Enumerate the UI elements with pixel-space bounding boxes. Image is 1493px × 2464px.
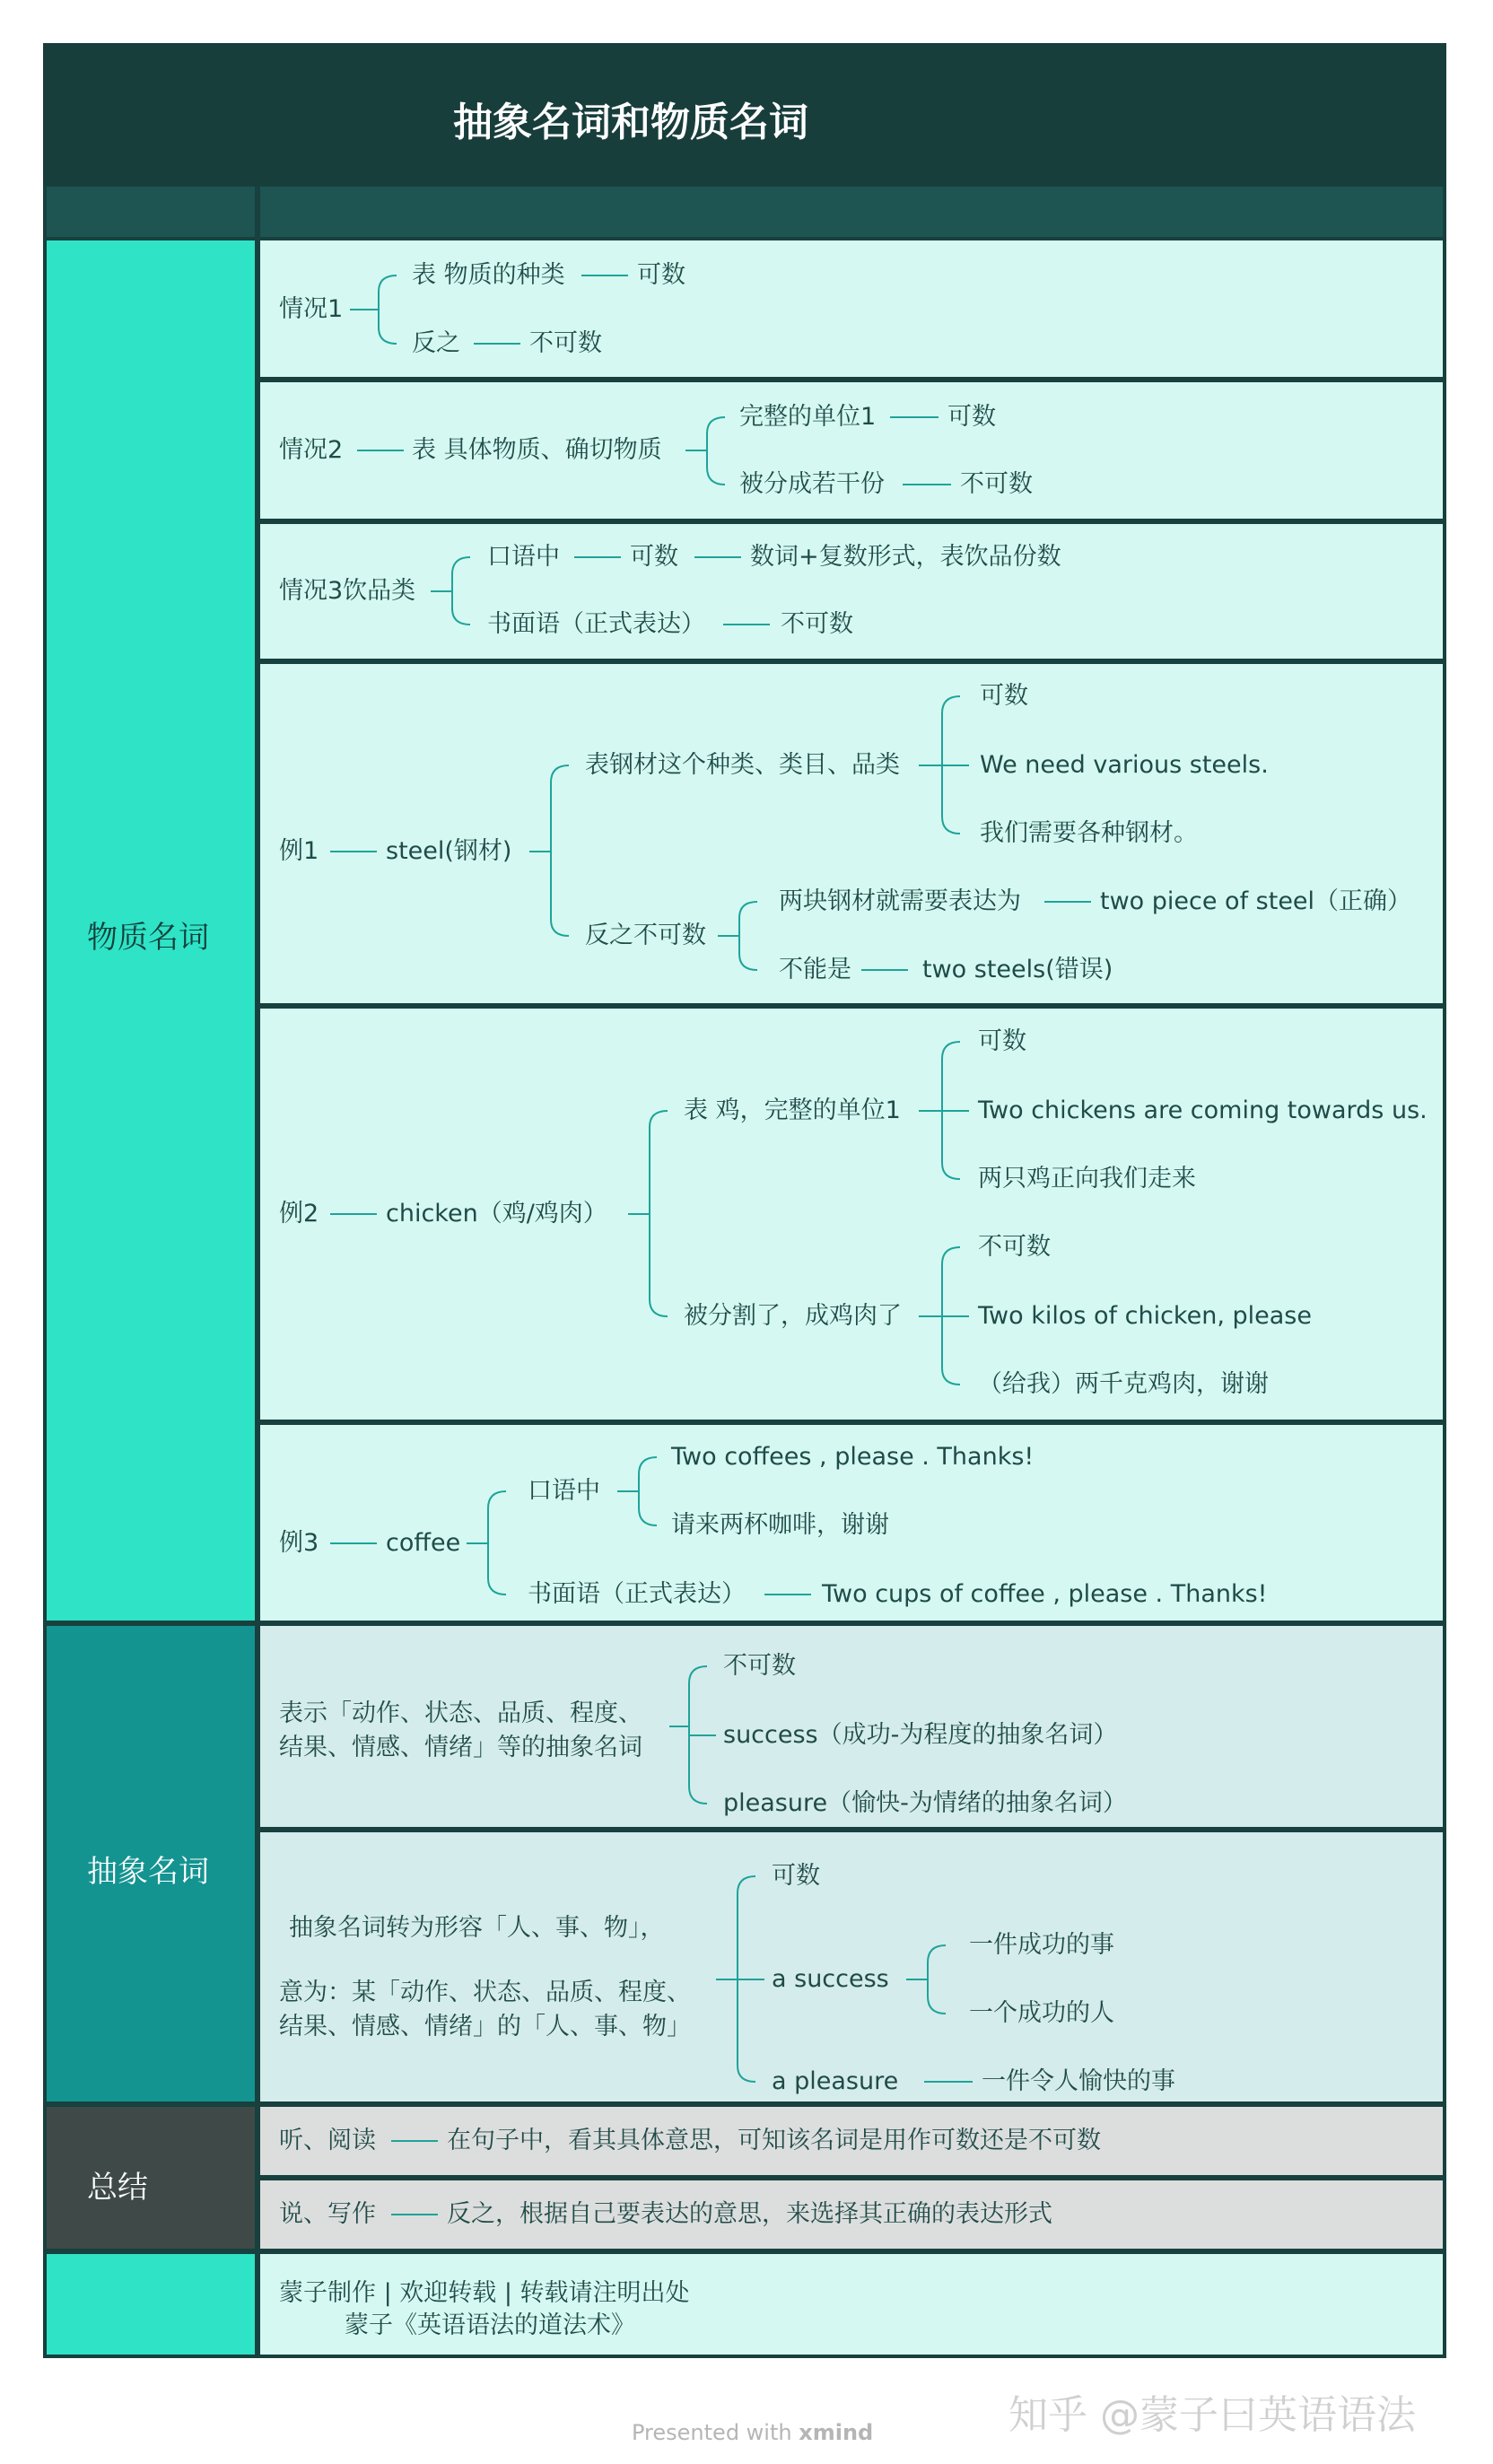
summary-label: 总结 xyxy=(87,2170,148,2206)
branch-text: 书面语（正式表达） xyxy=(487,610,705,638)
leaf-text: a success xyxy=(772,1965,889,1993)
diagram-title: 抽象名词和物质名词 xyxy=(453,100,808,145)
branch-text: 被分成若干份 xyxy=(739,470,885,498)
leaf-text: 一件令人愉快的事 xyxy=(982,2067,1175,2095)
result-text: 可数 xyxy=(947,403,996,431)
word-text: steel(钢材) xyxy=(386,837,512,865)
branch-text: 口语中 xyxy=(487,543,560,571)
result-text: 可数 xyxy=(630,543,678,571)
branch-text: 表钢材这个种类、类目、品类 xyxy=(585,751,900,779)
material-label: 物质名词 xyxy=(87,920,209,956)
leaf-text: 可数 xyxy=(980,682,1028,710)
zhihu-watermark: 知乎 @蒙子曰英语语法 xyxy=(1008,2392,1416,2438)
abstract-desc: 抽象名词转为形容「人、事、物」， xyxy=(289,1914,665,1942)
leaf-text: Two coffees , please . Thanks! xyxy=(671,1443,1035,1471)
result-text: 不可数 xyxy=(960,470,1033,498)
branch-text: 口语中 xyxy=(528,1477,600,1505)
result-text: 可数 xyxy=(637,261,685,289)
leaf-text: 请来两杯咖啡，谢谢 xyxy=(671,1511,889,1539)
result-text: 不可数 xyxy=(529,329,602,357)
leaf-text: success（成功-为程度的抽象名词） xyxy=(723,1721,1118,1749)
case-label: 情况3饮品类 xyxy=(279,577,416,605)
leaf-text: We need various steels. xyxy=(980,751,1269,779)
branch-text: 表 具体物质、确切物质 xyxy=(412,436,662,464)
leaf-text: 不可数 xyxy=(723,1652,796,1680)
header-cell-left xyxy=(47,187,255,237)
leaf-text: pleasure（愉快-为情绪的抽象名词） xyxy=(723,1789,1127,1817)
branch-text: 被分割了，成鸡肉了 xyxy=(684,1302,902,1330)
leaf-text: （给我）两千克鸡肉，谢谢 xyxy=(978,1370,1269,1398)
branch-text: 完整的单位1 xyxy=(739,403,877,431)
leaf-text: 两只鸡正向我们走来 xyxy=(978,1165,1196,1193)
material-row-4 xyxy=(260,664,1443,1003)
case-label: 例1 xyxy=(279,837,319,865)
case-label: 情况2 xyxy=(279,436,344,464)
branch-text: 反之不可数 xyxy=(585,922,706,949)
leaf-text: 两块钢材就需要表达为 xyxy=(779,887,1021,915)
leaf-text: 不可数 xyxy=(978,1233,1051,1261)
case-label: 例3 xyxy=(279,1529,319,1557)
abstract-desc: 表示「动作、状态、品质、程度、 xyxy=(279,1699,642,1727)
leaf-text: a pleasure xyxy=(772,2067,899,2095)
leaf-text: 一件成功的事 xyxy=(969,1931,1114,1959)
leaf-text: 可数 xyxy=(772,1862,820,1890)
leaf-text: two piece of steel（正确） xyxy=(1100,887,1412,915)
word-text: coffee xyxy=(386,1529,461,1557)
branch-text: 书面语（正式表达） xyxy=(528,1580,746,1608)
leaf-text: Two cups of coffee , please . Thanks! xyxy=(822,1580,1268,1608)
footer-book: 蒙子《英语语法的道法术》 xyxy=(345,2311,635,2339)
branch-text: 表 物质的种类 xyxy=(412,261,565,289)
summary-topic: 听、阅读 xyxy=(279,2127,376,2154)
abstract-desc: 结果、情感、情绪」等的抽象名词 xyxy=(279,1734,642,1761)
xmind-logo-text: xmind xyxy=(799,2420,874,2445)
note-text: 数词+复数形式，表饮品份数 xyxy=(750,543,1061,571)
leaf-text: 一个成功的人 xyxy=(969,1999,1114,2027)
case-label: 情况1 xyxy=(279,295,344,323)
word-text: chicken（鸡/鸡肉） xyxy=(386,1200,607,1228)
leaf-text: 我们需要各种钢材。 xyxy=(980,819,1198,847)
summary-category xyxy=(47,2107,255,2249)
branch-text: 反之 xyxy=(412,329,460,357)
footer-category xyxy=(47,2254,255,2355)
presented-text: Presented with xyxy=(632,2420,799,2445)
result-text: 不可数 xyxy=(781,610,853,638)
branch-text: 表 鸡，完整的单位1 xyxy=(684,1097,901,1124)
leaf-text: 不能是 xyxy=(779,956,851,983)
abstract-desc: 结果、情感、情绪」的「人、事、物」 xyxy=(279,2013,691,2040)
leaf-text: Two chickens are coming towards us. xyxy=(978,1097,1428,1124)
summary-topic: 说、写作 xyxy=(279,2200,376,2228)
abstract-desc: 意为：某「动作、状态、品质、程度、 xyxy=(279,1979,691,2006)
header-cell-right xyxy=(260,187,1443,237)
leaf-text: 可数 xyxy=(978,1027,1026,1055)
summary-text: 在句子中，看其具体意思，可知该名词是用作可数还是不可数 xyxy=(447,2127,1101,2154)
leaf-text: Two kilos of chicken, please xyxy=(978,1302,1312,1330)
case-label: 例2 xyxy=(279,1200,319,1228)
presented-with xyxy=(632,2419,873,2446)
leaf-text: two steels(错误) xyxy=(922,956,1113,983)
footer-credit: 蒙子制作 | 欢迎转载 | 转载请注明出处 xyxy=(279,2279,690,2307)
abstract-label: 抽象名词 xyxy=(87,1854,209,1890)
summary-text: 反之，根据自己要表达的意思，来选择其正确的表达形式 xyxy=(447,2200,1052,2228)
